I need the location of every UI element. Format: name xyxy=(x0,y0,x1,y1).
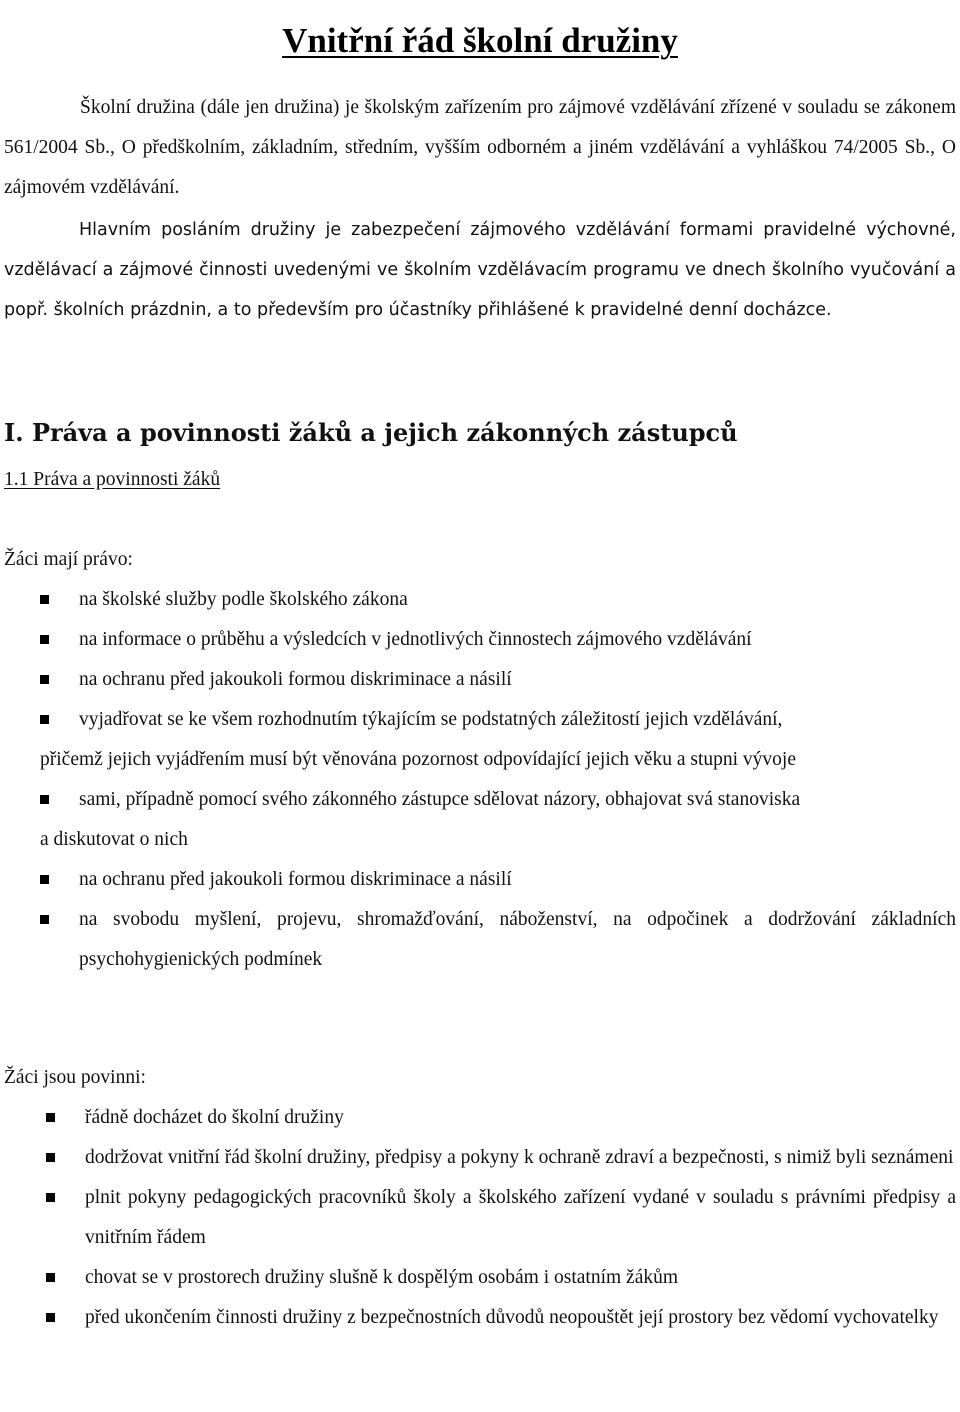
list-item xyxy=(40,660,956,700)
list-item xyxy=(40,860,956,900)
bullet-square-icon xyxy=(40,675,49,684)
list-item xyxy=(40,700,956,780)
document-title: Vnitřní řád školní družiny xyxy=(282,21,678,61)
list-item xyxy=(46,1138,956,1178)
list-item-continuation: a diskutovat o nich xyxy=(40,829,188,850)
intro-paragraph-1: Školní družina (dále jen družina) je školským zařízením pro zájmové vzdělávání zřízené v souladu se zákonem 561/2004 Sb., O předškolním, základním, středním, vyšším odborném a jiném vzdělávání a vyhláškou 74/2005 Sb., O zájmovém vzdělávání. xyxy=(4,97,956,198)
list-item-text: dodržovat vnitřní řád školní družiny, předpisy a pokyny k ochraně zdraví a bezpečnosti, s nimiž byli seznámeni xyxy=(85,1147,954,1168)
duties-label: Žáci jsou povinni: xyxy=(4,1067,146,1088)
bullet-square-icon xyxy=(46,1193,55,1202)
list-item-text: na informace o průběhu a výsledcích v jednotlivých činnostech zájmového vzdělávání xyxy=(79,629,752,650)
list-item-text: na ochranu před jakoukoli formou diskriminace a násilí xyxy=(79,669,512,690)
bullet-square-icon xyxy=(40,915,49,924)
bullet-square-icon xyxy=(40,635,49,644)
intro-paragraph-2: Hlavním posláním družiny je zabezpečení zájmového vzdělávání formami pravidelné výchovné, vzdělávací a zájmové činnosti uvedenými ve školním vzdělávacím programu ve dnech školního vyučování a popř. školních prázdnin, a to především pro účastníky přihlášené k pravidelné denní docházce. xyxy=(4,220,956,320)
list-item xyxy=(40,580,956,620)
list-item-text: na ochranu před jakoukoli formou diskriminace a násilí xyxy=(79,869,512,890)
list-item xyxy=(46,1258,956,1298)
list-item-text: řádně docházet do školní družiny xyxy=(85,1107,344,1128)
section-heading: I. Práva a povinnosti žáků a jejich zákonných zástupců xyxy=(4,418,738,447)
duties-list xyxy=(46,1098,956,1338)
list-item-continuation: přičemž jejich vyjádřením musí být věnována pozornost odpovídající jejich věku a stupni vývoje xyxy=(40,749,796,770)
rights-label: Žáci mají právo: xyxy=(4,549,133,570)
bullet-square-icon xyxy=(46,1273,55,1282)
sub-heading: 1.1 Práva a povinnosti žáků xyxy=(4,469,221,490)
list-item xyxy=(40,620,956,660)
list-item-text: vyjadřovat se ke všem rozhodnutím týkajícím se podstatných záležitostí jejich vzdělávání, xyxy=(79,709,783,730)
list-item-text: chovat se v prostorech družiny slušně k dospělým osobám i ostatním žákům xyxy=(85,1267,679,1288)
bullet-square-icon xyxy=(46,1153,55,1162)
list-item-text: před ukončením činnosti družiny z bezpečnostních důvodů neopouštět její prostory bez vědomí vychovatelky xyxy=(85,1307,939,1328)
list-item-text: na školské služby podle školského zákona xyxy=(79,589,408,610)
bullet-square-icon xyxy=(46,1313,55,1322)
list-item-text: sami, případně pomocí svého zákonného zástupce sdělovat názory, obhajovat svá stanoviska xyxy=(79,789,801,810)
list-item xyxy=(40,900,956,980)
rights-list xyxy=(40,580,956,980)
list-item-text: plnit pokyny pedagogických pracovníků školy a školského zařízení vydané v souladu s právními předpisy a vnitřním řádem xyxy=(85,1187,956,1248)
bullet-square-icon xyxy=(40,795,49,804)
bullet-square-icon xyxy=(46,1113,55,1122)
bullet-square-icon xyxy=(40,595,49,604)
list-item xyxy=(46,1098,956,1138)
list-item xyxy=(46,1178,956,1258)
bullet-square-icon xyxy=(40,875,49,884)
list-item xyxy=(46,1298,956,1338)
list-item xyxy=(40,780,956,860)
bullet-square-icon xyxy=(40,715,49,724)
list-item-text: na svobodu myšlení, projevu, shromažďování, náboženství, na odpočinek a dodržování základních psychohygienických podmínek xyxy=(79,909,956,970)
